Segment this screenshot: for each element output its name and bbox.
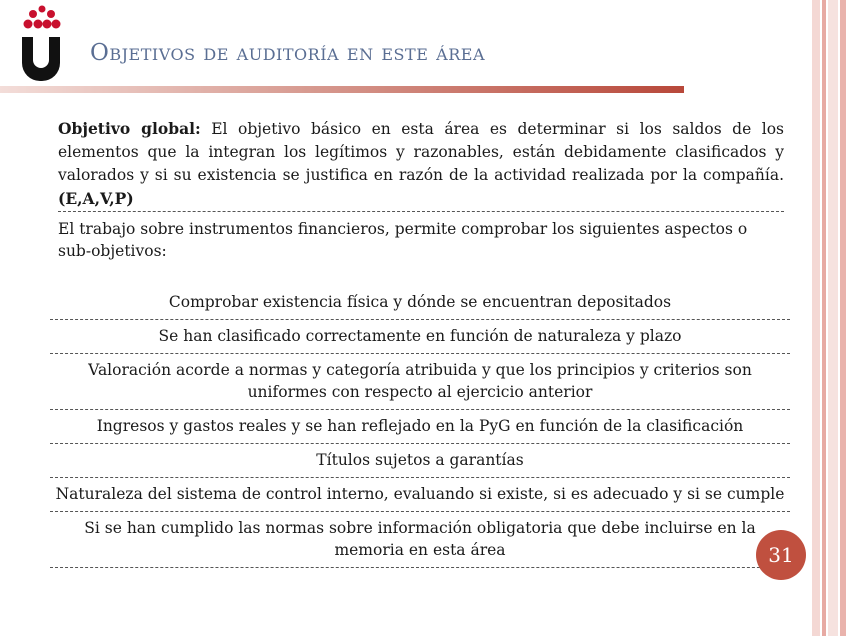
global-objective-label: Objetivo global: [58, 119, 201, 138]
title-underline [0, 86, 684, 93]
list-item: Valoración acorde a normas y categoría atribuida y que los principios y criterios son uniformes con respecto al ejercicio anterior [50, 354, 790, 410]
list-item: Títulos sujetos a garantías [50, 444, 790, 478]
sub-objectives-list [50, 290, 790, 568]
logo-u-letter [22, 37, 60, 81]
list-item: Naturaleza del sistema de control interno, evaluando si existe, si es adecuado y si se cumple [50, 478, 790, 512]
crown-icon [22, 5, 62, 31]
list-item: Ingresos y gastos reales y se han reflejado en la PyG en función de la clasificación [50, 410, 790, 444]
decorative-stripes [812, 0, 848, 636]
page-number-badge: 31 [756, 530, 806, 580]
global-objective-text: El objetivo básico en esta área es determinar si los saldos de los elementos que la integran los legítimos y razonables, están debidamente clasificados y valorados y si su existencia se justifica en razón de la actividad realizada por la compañía. [58, 120, 785, 184]
list-item: Si se han cumplido las normas sobre información obligatoria que debe incluirse en la memoria en esta área [50, 512, 790, 568]
slide-title: Objetivos de auditoría en este área [90, 40, 486, 66]
global-objective [58, 117, 784, 211]
assertions-code: (E,A,V,P) [58, 189, 134, 208]
list-item: Se han clasificado correctamente en función de naturaleza y plazo [50, 320, 790, 354]
dashed-divider [58, 211, 784, 212]
intro-text: El trabajo sobre instrumentos financieros, permite comprobar los siguientes aspectos o sub-objetivos: [58, 220, 748, 260]
slide-body [58, 117, 784, 262]
university-logo [20, 5, 64, 81]
list-item: Comprobar existencia física y dónde se encuentran depositados [50, 290, 790, 320]
